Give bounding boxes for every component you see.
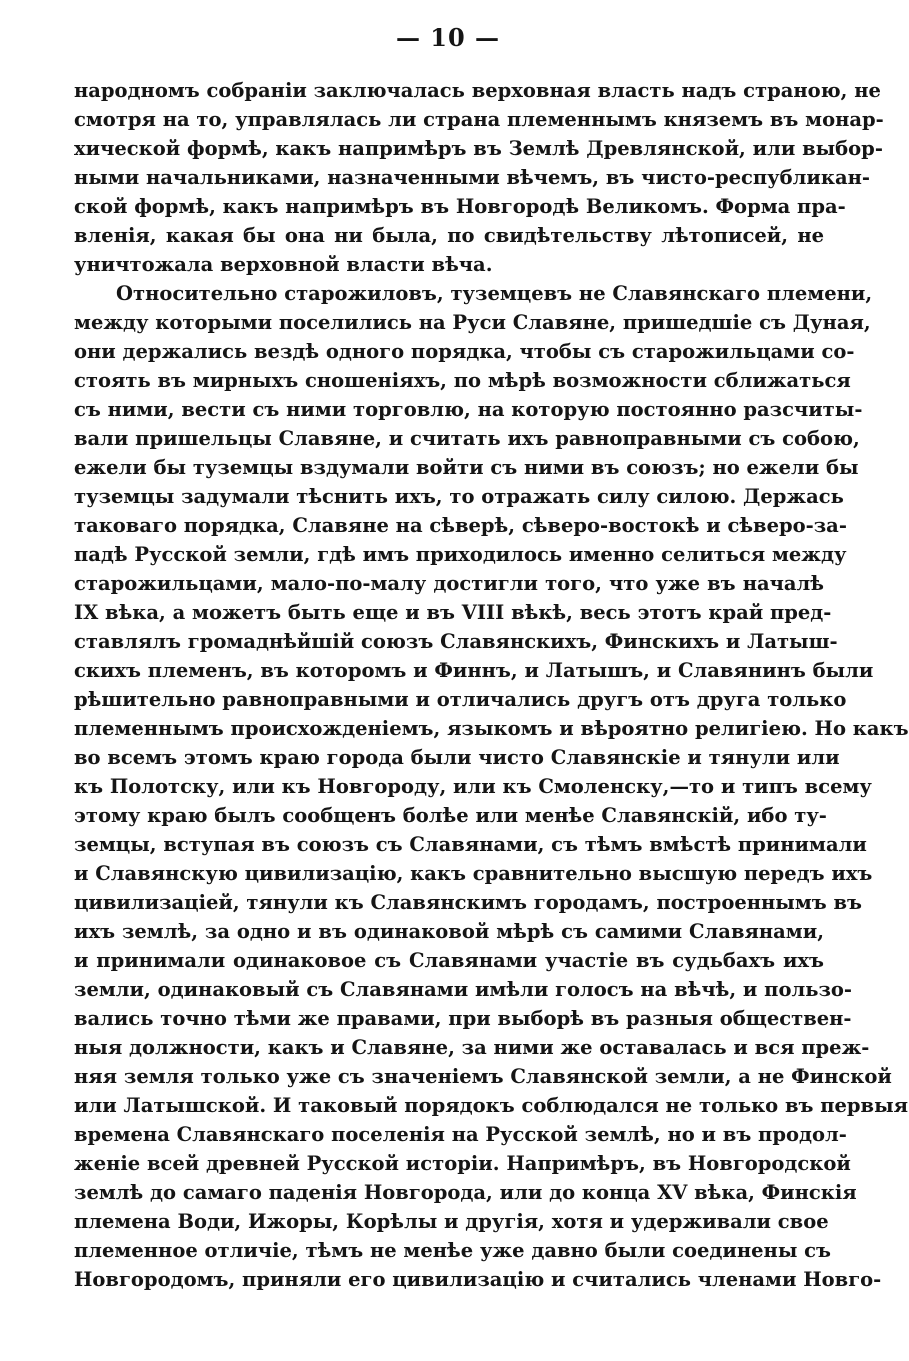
- text-line: они держались вездѣ одного порядка, чтобы съ старожильцами со-: [74, 340, 855, 363]
- text-line: съ ними, вести съ ними торговлю, на которую постоянно разсчиты-: [74, 398, 863, 421]
- text-line: во всемъ этомъ краю города были чисто Славянскіе и тянули или: [74, 746, 840, 769]
- page-number: — 10 —: [395, 23, 501, 52]
- text-line: земли, одинаковый съ Славянами имѣли голосъ на вѣчѣ, и пользо-: [74, 978, 852, 1001]
- text-line: старожильцами, мало-по-малу достигли того, что уже въ началѣ: [74, 572, 824, 595]
- text-line: вались точно тѣми же правами, при выборѣ въ разныя обществен-: [74, 1007, 852, 1030]
- text-line: уничтожала верховной власти вѣча.: [74, 253, 493, 276]
- text-line: ными начальниками, назначенными вѣчемъ, въ чисто-республикан-: [74, 166, 870, 189]
- text-line: племеннымъ происхожденіемъ, языкомъ и вѣроятно религіею. Но какъ: [74, 717, 909, 740]
- text-line: и принимали одинаковое съ Славянами участіе въ судьбахъ ихъ: [74, 949, 824, 972]
- text-line: вали пришельцы Славяне, и считать ихъ равноправными съ собою,: [74, 427, 860, 450]
- text-line: скихъ племенъ, въ которомъ и Финнъ, и Латышъ, и Славянинъ были: [74, 659, 874, 682]
- paragraph-2: [74, 279, 909, 1294]
- text-line: ежели бы туземцы вздумали войти съ ними въ союзъ; но ежели бы: [74, 456, 859, 479]
- text-line: ской формѣ, какъ напримѣръ въ Новгородѣ Великомъ. Форма пра-: [74, 195, 846, 218]
- text-line: землѣ до самаго паденія Новгорода, или до конца XV вѣка, Финскія: [74, 1181, 857, 1204]
- text-line: цивилизаціей, тянули къ Славянскимъ городамъ, построеннымъ въ: [74, 891, 863, 914]
- text-line: рѣшительно равноправными и отличались другъ отъ друга только: [74, 688, 847, 711]
- text-line: туземцы задумали тѣснить ихъ, то отражать силу силою. Держась: [74, 485, 844, 508]
- text-line: или Латышской. И таковый порядокъ соблюдался не только въ первыя: [74, 1094, 909, 1117]
- text-line: къ Полотску, или къ Новгороду, или къ Смоленску,—то и типъ всему: [74, 775, 872, 798]
- text-line: земцы, вступая въ союзъ съ Славянами, съ тѣмъ вмѣстѣ принимали: [74, 833, 867, 856]
- text-line: хической формѣ, какъ напримѣръ въ Землѣ Древлянской, или выбор-: [74, 137, 883, 160]
- text-line: смотря на то, управлялась ли страна племеннымъ княземъ въ монар-: [74, 108, 884, 131]
- text-line: падѣ Русской земли, гдѣ имъ приходилось именно селиться между: [74, 543, 847, 566]
- text-line: таковаго порядка, Славяне на сѣверѣ, сѣверо-востокѣ и сѣверо-за-: [74, 514, 847, 537]
- text-line: ихъ землѣ, за одно и въ одинаковой мѣрѣ съ самими Славянами,: [74, 920, 824, 943]
- text-line: вленія, какая бы она ни была, по свидѣтельству лѣтописей, не: [74, 224, 824, 247]
- text-line: племена Води, Ижоры, Корѣлы и другія, хотя и удерживали свое: [74, 1210, 829, 1233]
- text-line: ныя должности, какъ и Славяне, за ними же оставалась и вся преж-: [74, 1036, 870, 1059]
- text-line: народномъ собраніи заключалась верховная власть надъ страною, не: [74, 79, 881, 102]
- text-line: между которыми поселились на Руси Славяне, пришедшіе съ Дуная,: [74, 311, 871, 334]
- text-line: IX вѣка, а можетъ быть еще и въ VIII вѣкѣ, весь этотъ край пред-: [74, 601, 832, 624]
- text-line: стоять въ мирныхъ сношеніяхъ, по мѣрѣ возможности сближаться: [74, 369, 851, 392]
- text-line: Новгородомъ, приняли его цивилизацію и считались членами Новго-: [74, 1268, 882, 1291]
- text-line: женіе всей древней Русской исторіи. Напримѣръ, въ Новгородской: [74, 1152, 851, 1175]
- text-line: няя земля только уже съ значеніемъ Славянской земли, а не Финской: [74, 1065, 892, 1088]
- text-line: и Славянскую цивилизацію, какъ сравнительно высшую передъ ихъ: [74, 862, 873, 885]
- text-line: времена Славянскаго поселенія на Русской землѣ, но и въ продол-: [74, 1123, 847, 1146]
- paragraph-1: [74, 76, 884, 279]
- text-line: этому краю былъ сообщенъ болѣе или менѣе Славянскій, ибо ту-: [74, 804, 827, 827]
- text-line: племенное отличіе, тѣмъ не менѣе уже давно были соединены съ: [74, 1239, 831, 1262]
- text-line: ставлялъ громаднѣйшій союзъ Славянскихъ, Финскихъ и Латыш-: [74, 630, 838, 653]
- text-line: Относительно старожиловъ, туземцевъ не Славянскаго племени,: [116, 282, 873, 305]
